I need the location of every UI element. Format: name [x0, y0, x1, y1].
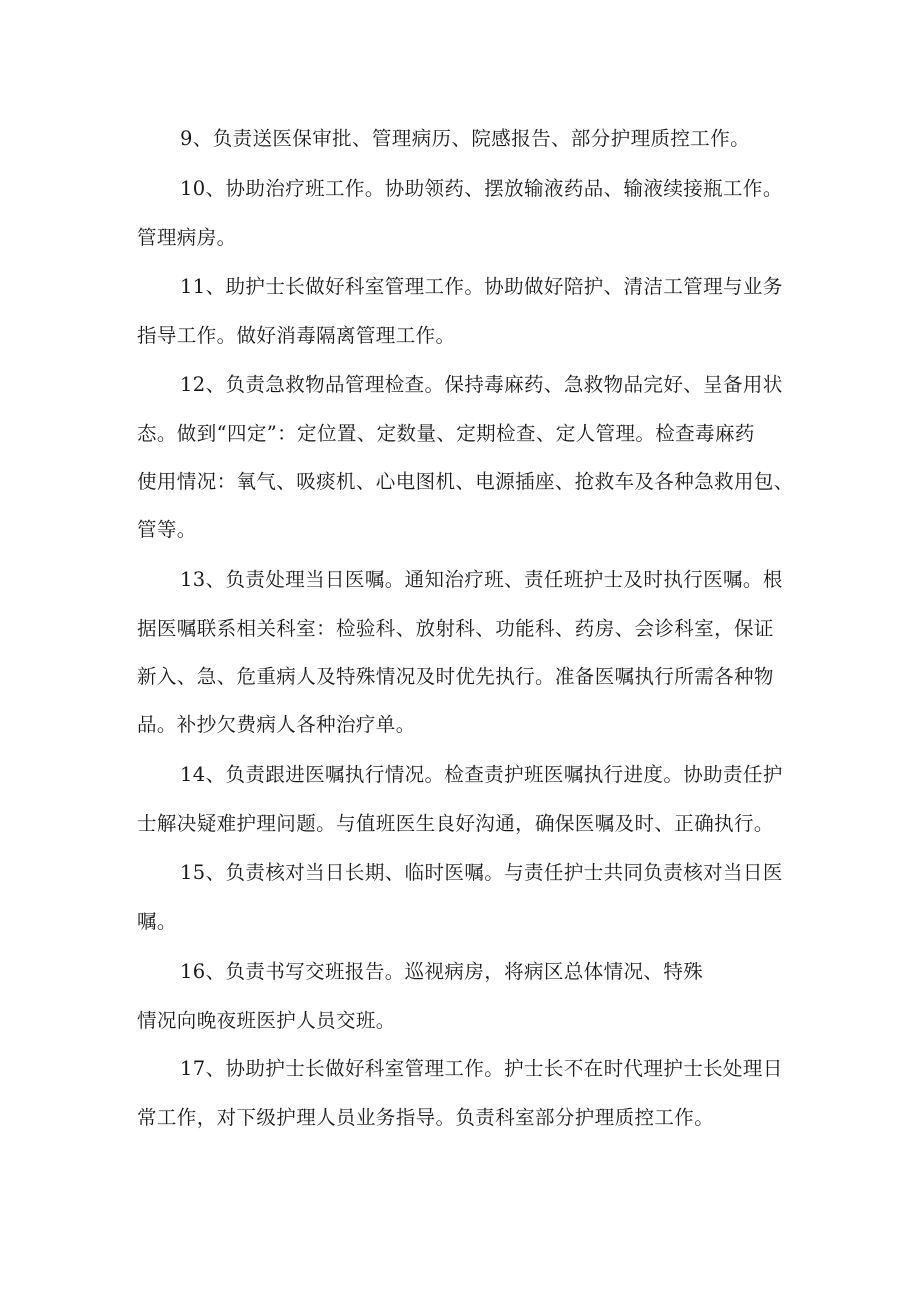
paragraph-line: 士解决疑难护理问题。与值班医生良好沟通，确保医嘱及时、正确执行。 [137, 812, 774, 835]
paragraph-line: 17、协助护士长做好科室管理工作。护士长不在时代理护士长处理日 [180, 1057, 783, 1080]
paragraph-line: 常工作，对下级护理人员业务指导。负责科室部分护理质控工作。 [137, 1106, 715, 1129]
paragraph-line: 9、负责送医保审批、管理病历、院感报告、部分护理质控工作。 [180, 127, 751, 150]
paragraph-line: 使用情况：氧气、吸痰机、心电图机、电源插座、抢救车及各种急救用包、 [137, 470, 794, 493]
paragraph-line: 管等。 [137, 518, 197, 541]
paragraph-line: 14、负责跟进医嘱执行情况。检查责护班医嘱执行进度。协助责任护 [180, 763, 783, 786]
paragraph-line: 15、负责核对当日长期、临时医嘱。与责任护士共同负责核对当日医 [180, 861, 783, 884]
paragraph-line: 10、协助治疗班工作。协助领药、摆放输液药品、输液续接瓶工作。 [180, 177, 783, 200]
paragraph-line: 11、助护士长做好科室管理工作。协助做好陪护、清洁工管理与业务 [180, 275, 783, 298]
paragraph-line: 新入、急、危重病人及特殊情况及时优先执行。准备医嘱执行所需各种物 [137, 665, 774, 688]
paragraph-line: 指导工作。做好消毒隔离管理工作。 [137, 324, 456, 347]
paragraph-line: 13、负责处理当日医嘱。通知治疗班、责任班护士及时执行医嘱。根 [180, 568, 783, 591]
paragraph-line: 嘱。 [137, 910, 177, 933]
paragraph-line: 16、负责书写交班报告。巡视病房，将病区总体情况、特殊 [180, 960, 704, 983]
paragraph-line: 品。补抄欠费病人各种治疗单。 [137, 713, 416, 736]
paragraph-line: 据医嘱联系相关科室：检验科、放射科、功能科、药房、会诊科室，保证 [137, 617, 774, 640]
paragraph-line: 管理病房。 [137, 226, 237, 249]
paragraph-line: 12、负责急救物品管理检查。保持毒麻药、急救物品完好、呈备用状 [180, 373, 783, 396]
paragraph-line: 情况向晚夜班医护人员交班。 [137, 1009, 396, 1032]
paragraph-line: 态。做到“四定”：定位置、定数量、定期检查、定人管理。检查毒麻药 [137, 422, 755, 445]
